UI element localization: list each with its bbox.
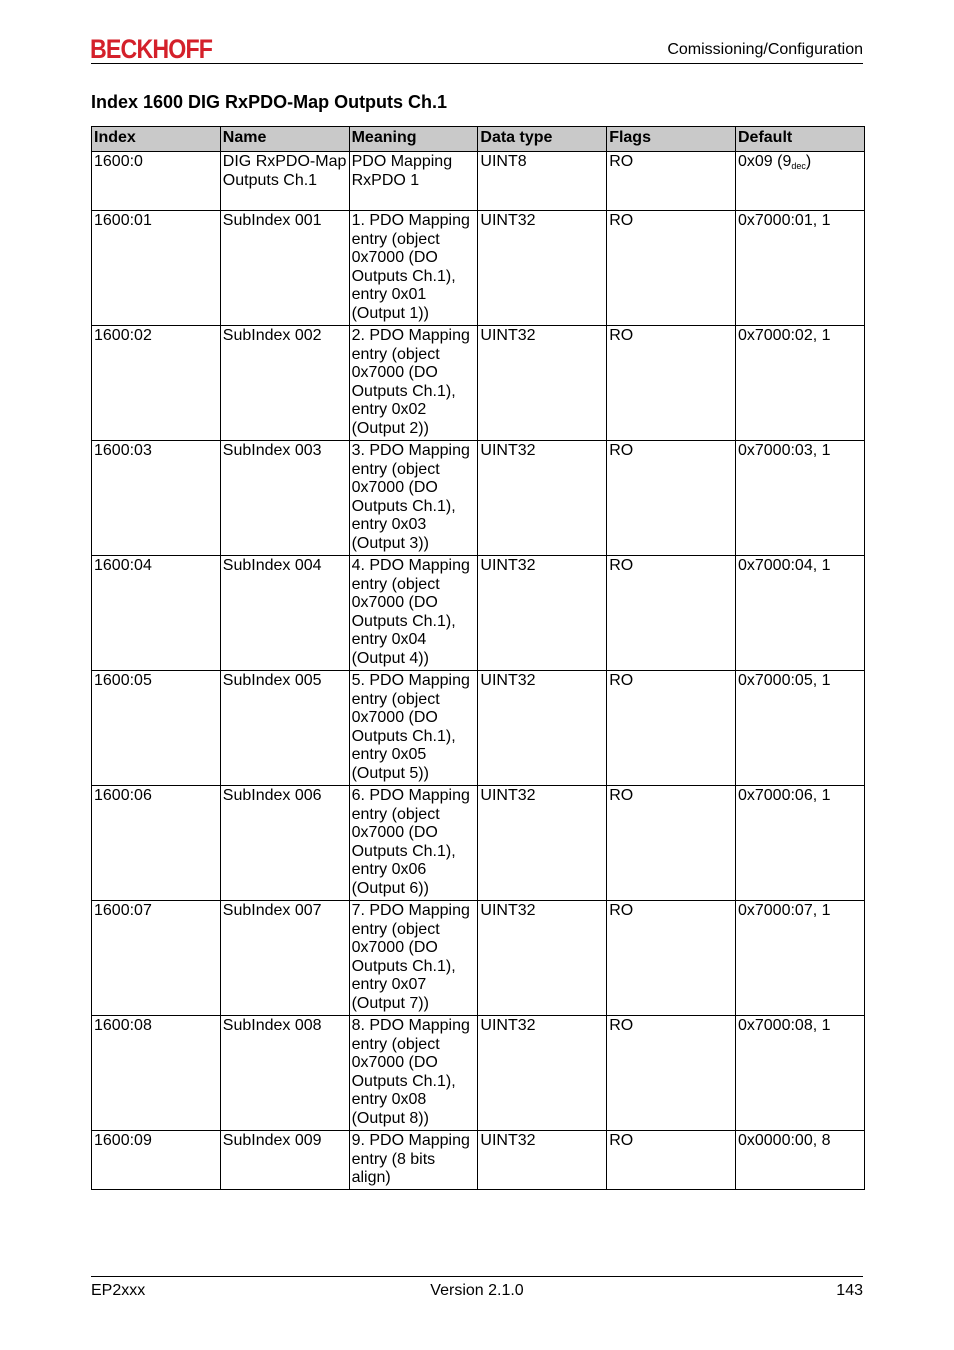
object-table [91, 126, 865, 1190]
cell-flags: RO [607, 1131, 736, 1190]
cell-meaning: 9. PDO Mapping entry (8 bits align) [349, 1131, 478, 1190]
cell-data-type: UINT32 [478, 1016, 607, 1131]
cell-meaning: 8. PDO Mapping entry (object 0x7000 (DO Outputs Ch.1), entry 0x08 (Output 8)) [349, 1016, 478, 1131]
cell-flags: RO [607, 1016, 736, 1131]
cell-meaning: PDO Mapping RxPDO 1 [349, 152, 478, 211]
footer-product: EP2xxx [91, 1282, 146, 1299]
footer-divider [91, 1276, 863, 1277]
cell-data-type: UINT32 [478, 901, 607, 1016]
cell-name: SubIndex 001 [220, 211, 349, 326]
cell-data-type: UINT8 [478, 152, 607, 211]
cell-index: 1600:08 [92, 1016, 221, 1131]
header-divider [91, 63, 863, 64]
cell-meaning: 7. PDO Mapping entry (object 0x7000 (DO Outputs Ch.1), entry 0x07 (Output 7)) [349, 901, 478, 1016]
column-header-meaning: Meaning [349, 127, 478, 152]
cell-data-type: UINT32 [478, 326, 607, 441]
cell-data-type: UINT32 [478, 441, 607, 556]
cell-meaning: 6. PDO Mapping entry (object 0x7000 (DO Outputs Ch.1), entry 0x06 (Output 6)) [349, 786, 478, 901]
cell-name: SubIndex 006 [220, 786, 349, 901]
column-header-index: Index [92, 127, 221, 152]
cell-meaning: 1. PDO Mapping entry (object 0x7000 (DO Outputs Ch.1), entry 0x01 (Output 1)) [349, 211, 478, 326]
cell-index: 1600:09 [92, 1131, 221, 1190]
table-row [92, 556, 865, 671]
column-header-name: Name [220, 127, 349, 152]
cell-flags: RO [607, 671, 736, 786]
cell-data-type: UINT32 [478, 671, 607, 786]
cell-data-type: UINT32 [478, 211, 607, 326]
page-title: Index 1600 DIG RxPDO-Map Outputs Ch.1 [91, 92, 448, 112]
default-subscript: dec [791, 161, 806, 171]
cell-default: 0x7000:08, 1 [735, 1016, 864, 1131]
table-row [92, 1016, 865, 1131]
default-tail: ) [805, 153, 812, 170]
cell-flags: RO [607, 211, 736, 326]
table-row [92, 901, 865, 1016]
cell-index: 1600:07 [92, 901, 221, 1016]
cell-index: 1600:0 [92, 152, 221, 211]
cell-name: SubIndex 005 [220, 671, 349, 786]
cell-default: 0x7000:03, 1 [735, 441, 864, 556]
table-row [92, 441, 865, 556]
beckhoff-logo: BECKHOFF [90, 34, 213, 64]
cell-name: DIG RxPDO-Map Outputs Ch.1 [220, 152, 349, 211]
table-row [92, 152, 865, 211]
cell-meaning: 2. PDO Mapping entry (object 0x7000 (DO Outputs Ch.1), entry 0x02 (Output 2)) [349, 326, 478, 441]
cell-flags: RO [607, 152, 736, 211]
cell-meaning: 5. PDO Mapping entry (object 0x7000 (DO Outputs Ch.1), entry 0x05 (Output 5)) [349, 671, 478, 786]
table-row [92, 786, 865, 901]
table-row [92, 671, 865, 786]
cell-index: 1600:02 [92, 326, 221, 441]
cell-index: 1600:05 [92, 671, 221, 786]
cell-index: 1600:06 [92, 786, 221, 901]
section-title: Comissioning/Configuration [667, 41, 863, 58]
cell-default: 0x0000:00, 8 [735, 1131, 864, 1190]
cell-index: 1600:01 [92, 211, 221, 326]
cell-default: 0x7000:06, 1 [735, 786, 864, 901]
table-row [92, 326, 865, 441]
table-row [92, 1131, 865, 1190]
column-header-data-type: Data type [478, 127, 607, 152]
cell-default: 0x7000:07, 1 [735, 901, 864, 1016]
cell-meaning: 4. PDO Mapping entry (object 0x7000 (DO Outputs Ch.1), entry 0x04 (Output 4)) [349, 556, 478, 671]
cell-flags: RO [607, 556, 736, 671]
cell-name: SubIndex 009 [220, 1131, 349, 1190]
cell-data-type: UINT32 [478, 786, 607, 901]
cell-index: 1600:04 [92, 556, 221, 671]
cell-data-type: UINT32 [478, 1131, 607, 1190]
footer-version: Version 2.1.0 [430, 1282, 524, 1299]
cell-meaning: 3. PDO Mapping entry (object 0x7000 (DO Outputs Ch.1), entry 0x03 (Output 3)) [349, 441, 478, 556]
cell-default [735, 152, 864, 211]
table-header-row [92, 127, 865, 152]
cell-name: SubIndex 002 [220, 326, 349, 441]
cell-flags: RO [607, 441, 736, 556]
cell-default: 0x7000:04, 1 [735, 556, 864, 671]
cell-default: 0x7000:02, 1 [735, 326, 864, 441]
cell-name: SubIndex 007 [220, 901, 349, 1016]
cell-flags: RO [607, 786, 736, 901]
default-value: 0x09 (9 [737, 153, 792, 170]
column-header-default: Default [735, 127, 864, 152]
cell-default: 0x7000:01, 1 [735, 211, 864, 326]
cell-data-type: UINT32 [478, 556, 607, 671]
column-header-flags: Flags [607, 127, 736, 152]
page-number: 143 [836, 1282, 863, 1299]
cell-name: SubIndex 004 [220, 556, 349, 671]
cell-default: 0x7000:05, 1 [735, 671, 864, 786]
cell-name: SubIndex 003 [220, 441, 349, 556]
cell-name: SubIndex 008 [220, 1016, 349, 1131]
table-row [92, 211, 865, 326]
cell-flags: RO [607, 326, 736, 441]
cell-flags: RO [607, 901, 736, 1016]
cell-index: 1600:03 [92, 441, 221, 556]
